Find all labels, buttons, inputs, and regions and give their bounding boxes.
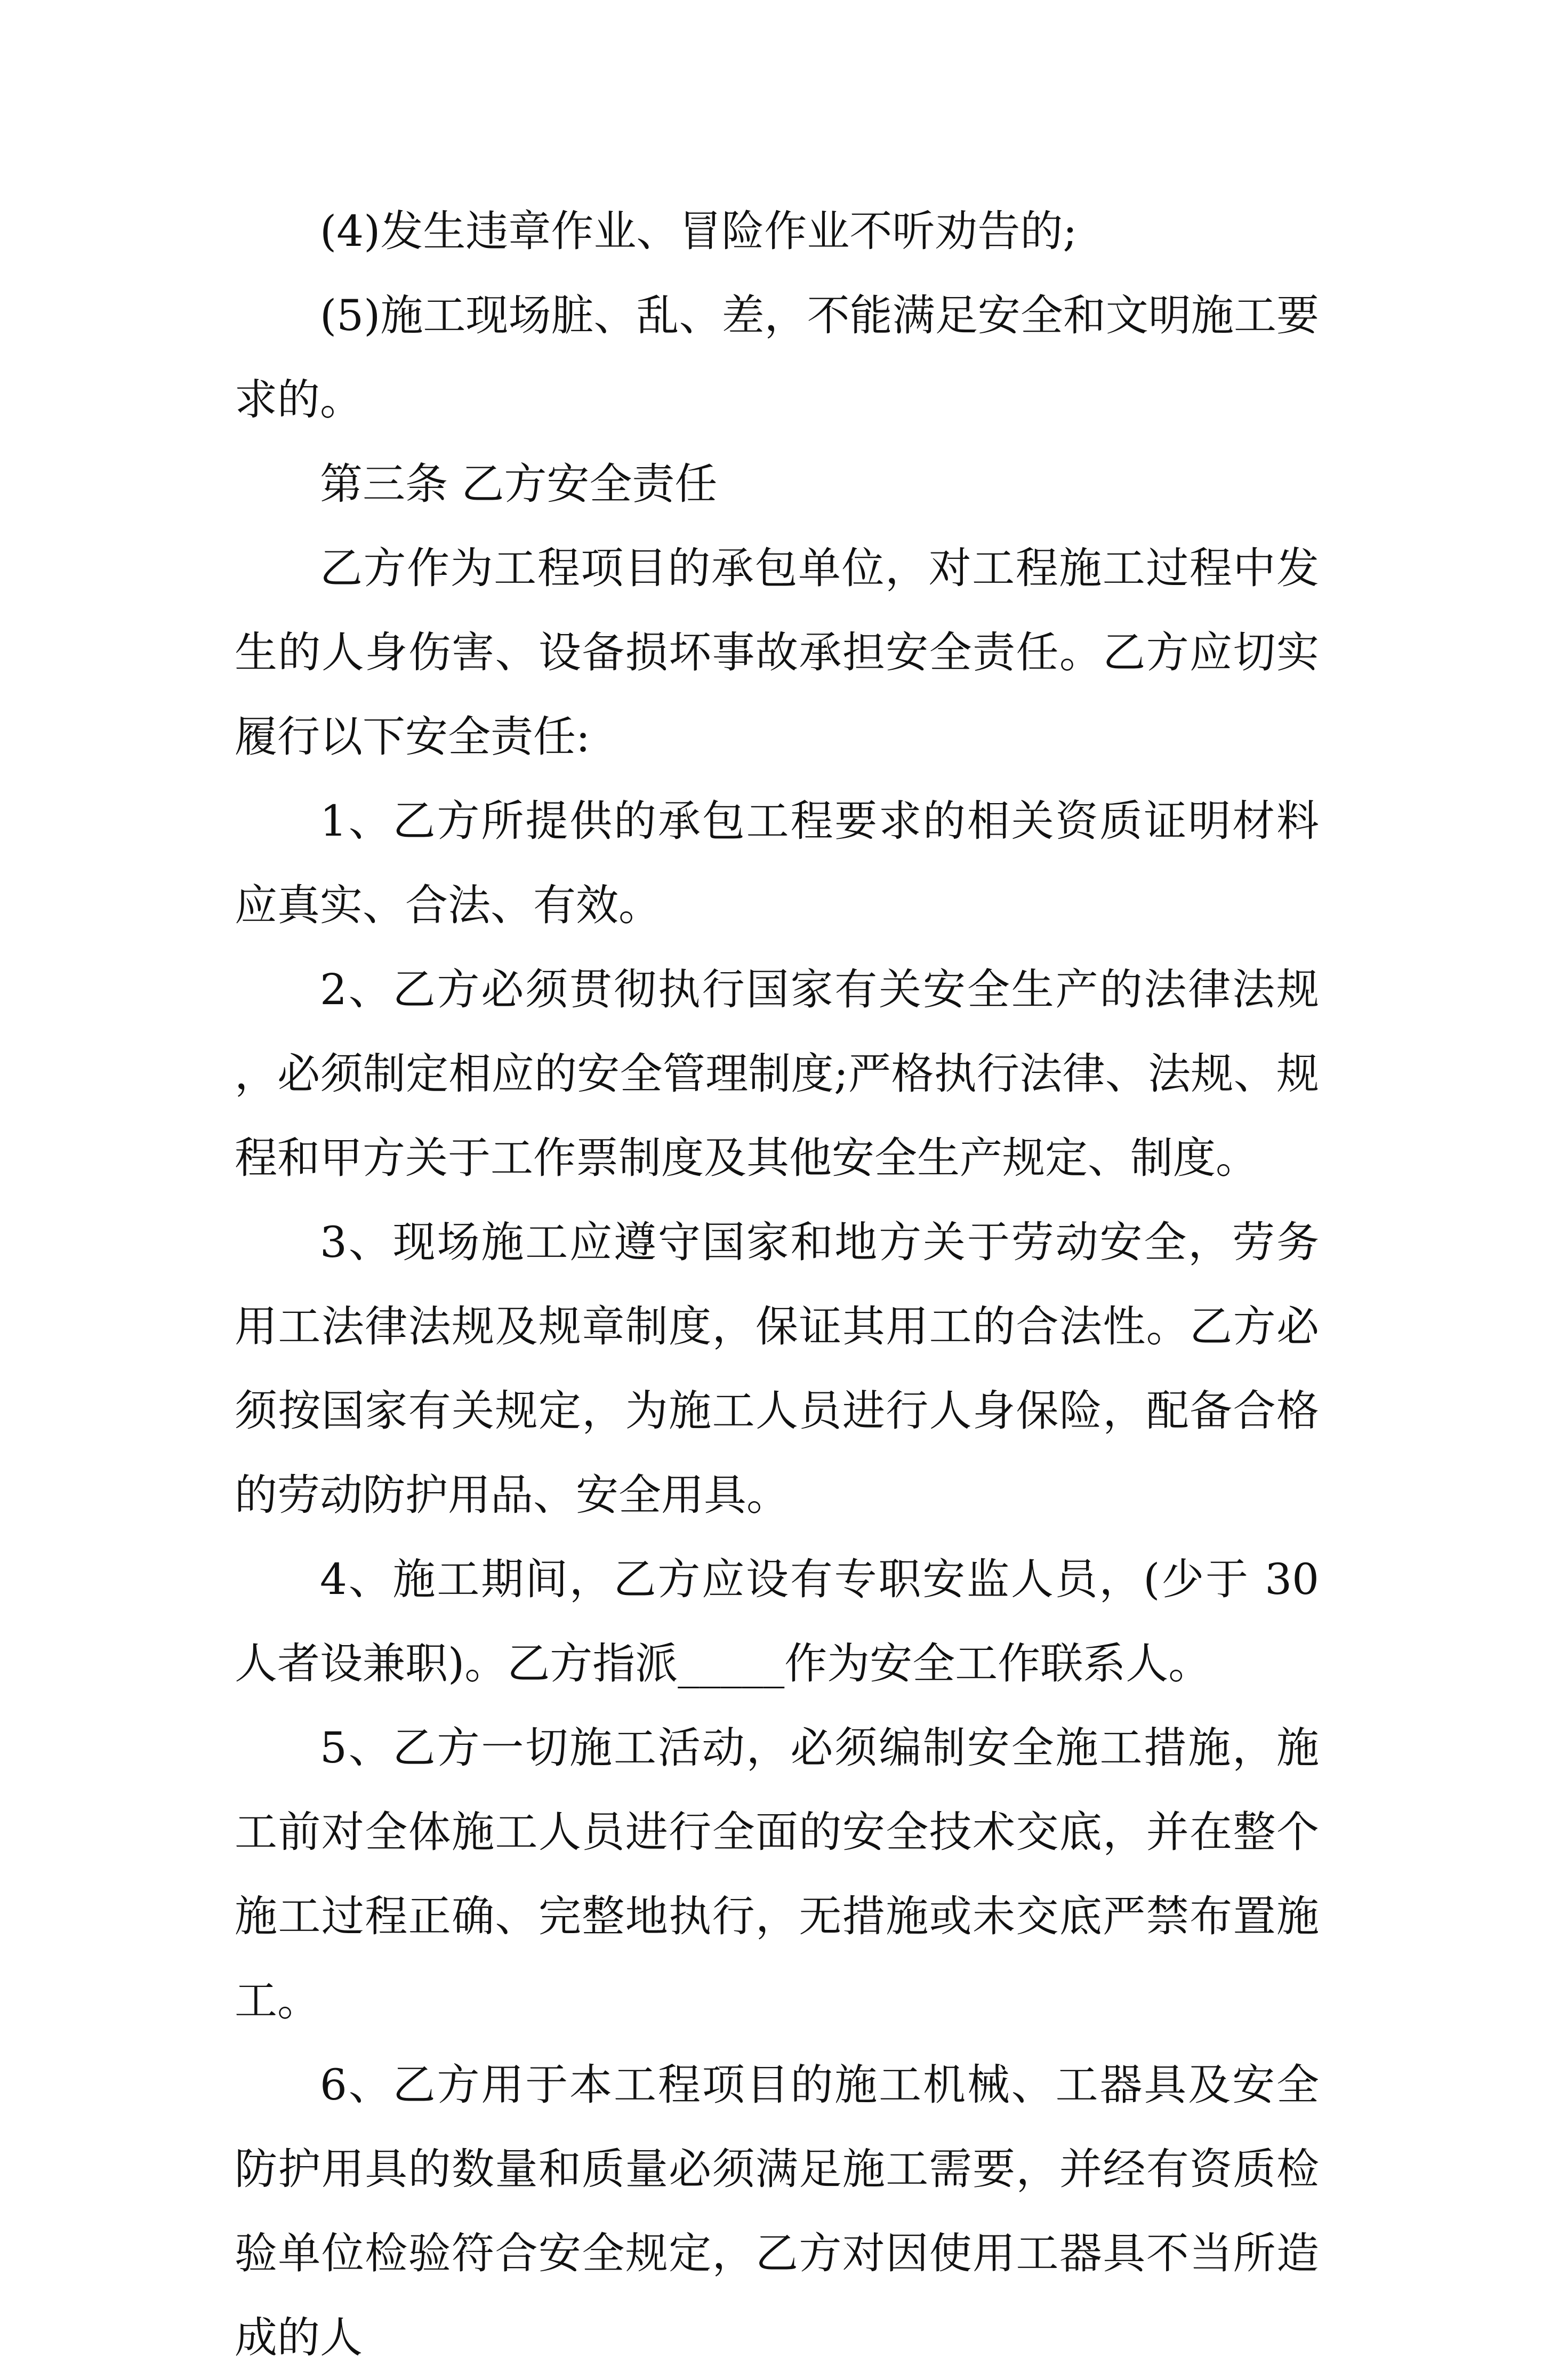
- paragraph-clause-5: 5、乙方一切施工活动，必须编制安全施工措施，施工前对全体施工人员进行全面的安全技术交底，并在整个施工过程正确、完整地执行，无措施或未交底严禁布置施工。: [235, 1723, 1319, 2025]
- paragraph-clause-3: 3、现场施工应遵守国家和地方关于劳动安全，劳务用工法律法规及规章制度，保证其用工的合法性。乙方必须按国家有关规定，为施工人员进行人身保险，配备合格的劳动防护用品、安全用具。: [235, 1217, 1319, 1520]
- paragraph-intro: 乙方作为工程项目的承包单位，对工程施工过程中发生的人身伤害、设备损坏事故承担安全责任。乙方应切实履行以下安全责任:: [235, 543, 1319, 762]
- section-heading-article-3: 第三条 乙方安全责任: [320, 459, 718, 509]
- paragraph-clause-4: 4、施工期间，乙方应设有专职安监人员，(少于 30 人者设兼职)。乙方指派_____作为安全工作联系人。: [235, 1554, 1319, 1688]
- paragraph-clause-1: 1、乙方所提供的承包工程要求的相关资质证明材料应真实、合法、有效。: [235, 796, 1319, 930]
- paragraph-clause-2: 2、乙方必须贯彻执行国家有关安全生产的法律法规，必须制定相应的安全管理制度;严格执行法律、法规、规程和甲方关于工作票制度及其他安全生产规定、制度。: [235, 965, 1319, 1183]
- paragraph-item-4: (4)发生违章作业、冒险作业不听劝告的;: [320, 206, 1078, 256]
- paragraph-clause-6: 6、乙方用于本工程项目的施工机械、工器具及安全防护用具的数量和质量必须满足施工需要，并经有资质检验单位检验符合安全规定，乙方对因使用工器具不当所造成的人: [235, 2060, 1319, 2362]
- paragraph-item-5: (5)施工现场脏、乱、差，不能满足安全和文明施工要求的。: [235, 291, 1319, 424]
- document-page: [235, 189, 1319, 2380]
